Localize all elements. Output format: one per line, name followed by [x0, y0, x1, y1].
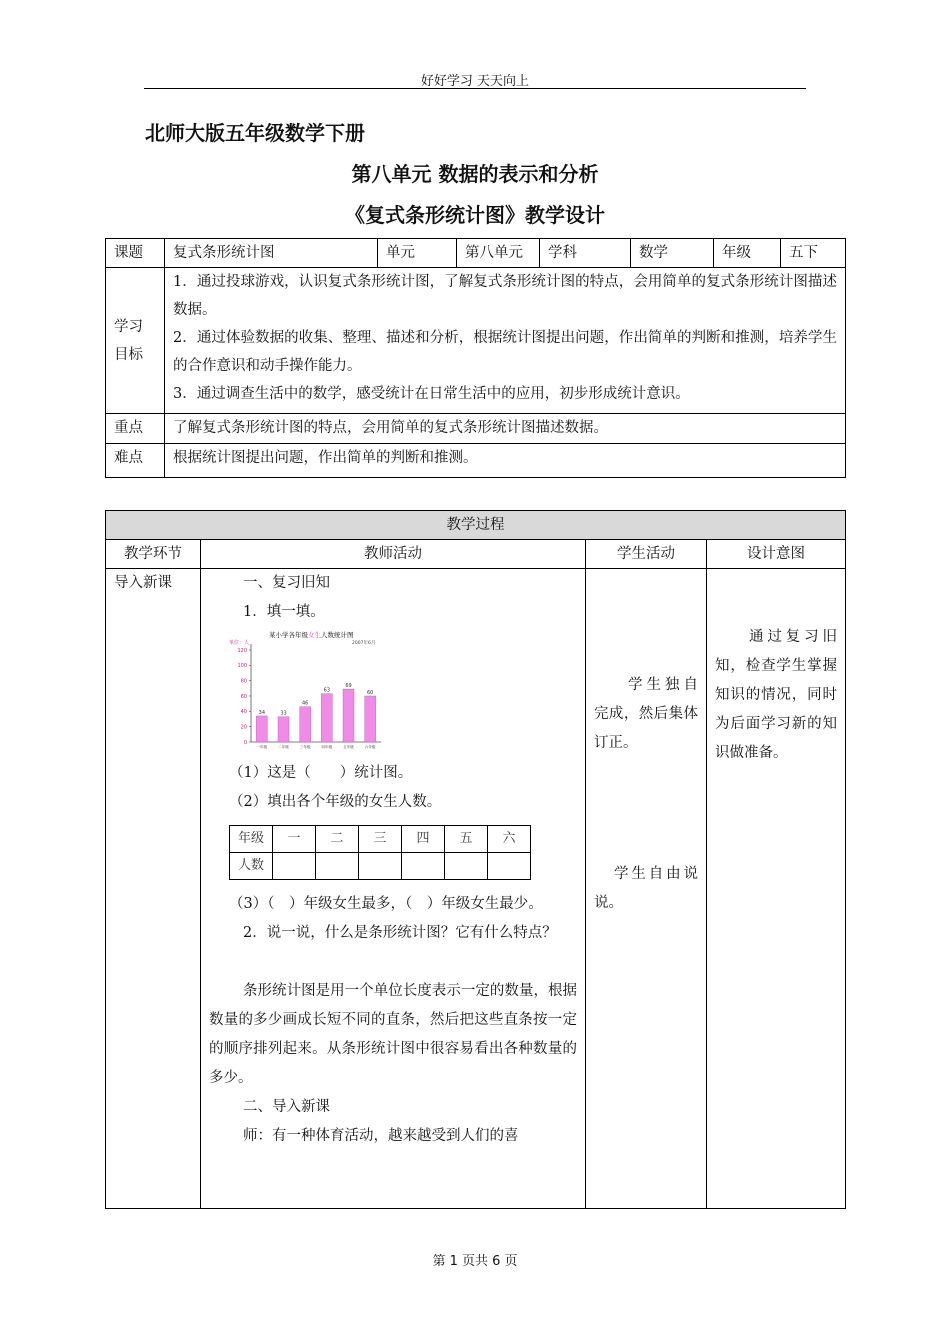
bar-value-label: 60 — [366, 690, 374, 696]
y-tick-label: 80 — [240, 678, 247, 685]
question-3: （3）（ ）年级女生最多，（ ）年级女生最少。 — [229, 896, 543, 912]
y-tick-label: 100 — [237, 663, 247, 670]
fill-task: 1．填一填。 — [243, 604, 325, 620]
fill-table-grade: 六 — [488, 826, 531, 853]
student-activity — [586, 569, 707, 1209]
chart-ylabel: 单位：人 — [229, 640, 250, 646]
bar-value-label: 69 — [345, 683, 352, 690]
bar-chart — [227, 629, 397, 759]
category-label: 五年级 — [343, 745, 354, 749]
chart-date: 2007年6月 — [352, 641, 376, 646]
teacher-line: 师：有一种体育活动，越来越受到人们的喜 — [243, 1128, 519, 1144]
subject-label: 学科 — [540, 239, 631, 268]
bar-value-label: 33 — [280, 710, 287, 717]
bar — [300, 707, 311, 742]
col-intent: 设计意图 — [707, 540, 846, 569]
process-table — [105, 510, 846, 1209]
unit-label: 单元 — [378, 239, 457, 268]
fill-table-count-label: 人数 — [230, 853, 273, 880]
bar-value-label: 34 — [258, 709, 266, 716]
col-teacher: 教师活动 — [201, 540, 586, 569]
process-title: 教学过程 — [106, 511, 846, 540]
fill-table-blank — [445, 853, 488, 880]
question-1: （1）这是（ ）统计图。 — [229, 765, 413, 781]
bar — [256, 716, 267, 742]
page-footer: 第 1 页共 6 页 — [432, 1254, 518, 1269]
design-intent — [707, 569, 846, 1209]
design-title: 《复式条形统计图》教学设计 — [345, 203, 605, 227]
fill-table — [229, 825, 531, 880]
bar — [343, 689, 354, 742]
fill-table-grade: 四 — [402, 826, 445, 853]
goal-2: 2．通过体验数据的收集、整理、描述和分析，根据统计图提出问题，作出简单的判断和推测，培养学生的合作意识和动手操作能力。 — [173, 330, 837, 374]
bar-value-label: 63 — [323, 687, 331, 694]
design-intent-text: 通过复习旧知，检查学生掌握知识的情况，同时为后面学习新的知识做准备。 — [715, 629, 837, 761]
intro-heading: 二、导入新课 — [243, 1099, 330, 1115]
bar-value-label: 46 — [301, 700, 309, 707]
key-label: 重点 — [106, 414, 165, 444]
goals-label-line2: 目标 — [114, 346, 143, 363]
col-student: 学生活动 — [586, 540, 707, 569]
student-activity-1: 学生独自完成，然后集体订正。 — [594, 677, 698, 751]
fill-table-blank — [488, 853, 531, 880]
spacer — [209, 948, 577, 977]
fill-table-grade-label: 年级 — [230, 826, 273, 853]
page-header: 好好学习 天天向上 — [420, 74, 530, 89]
fill-table-blank — [402, 853, 445, 880]
topic-label: 课题 — [106, 239, 165, 268]
topic-value: 复式条形统计图 — [165, 239, 378, 268]
goal-1: 1．通过投球游戏，认识复式条形统计图，了解复式条形统计图的特点，会用简单的复式条形统计图描述数据。 — [173, 274, 837, 318]
subject-value: 数学 — [631, 239, 714, 268]
category-label: 四年级 — [321, 745, 333, 749]
fill-table-blank — [359, 853, 402, 880]
chart-title: 某小学各年级女生人数统计图 — [269, 631, 354, 639]
goals-label-line1: 学习 — [114, 318, 143, 335]
key-value: 了解复式条形统计图的特点，会用简单的复式条形统计图描述数据。 — [165, 414, 846, 444]
grade-value: 五下 — [781, 239, 846, 268]
goals-content — [165, 268, 846, 414]
y-tick-label: 40 — [240, 709, 247, 716]
info-table — [105, 238, 846, 478]
category-label: 一年级 — [256, 745, 268, 749]
y-tick-label: 120 — [237, 647, 247, 654]
difficulty-value: 根据统计图提出问题，作出简单的判断和推测。 — [165, 444, 846, 478]
definition: 条形统计图是用一个单位长度表示一定的数量，根据数量的多少画成长短不同的直条，然后把这些直条按一定的顺序排列起来。从条形统计图中很容易看出各种数量的多少。 — [209, 983, 577, 1086]
stage-cell: 导入新课 — [106, 569, 201, 1209]
bar — [321, 694, 332, 742]
unit-value: 第八单元 — [457, 239, 540, 268]
fill-table-grade: 二 — [316, 826, 359, 853]
y-tick-label: 20 — [240, 724, 247, 731]
goal-3: 3．通过调查生活中的数学，感受统计在日常生活中的应用，初步形成统计意识。 — [173, 386, 690, 402]
bar — [365, 696, 376, 742]
review-heading: 一、复习旧知 — [243, 575, 330, 591]
category-label: 六年级 — [364, 745, 376, 749]
question-2: （2）填出各个年级的女生人数。 — [229, 794, 442, 810]
fill-table-grade: 三 — [359, 826, 402, 853]
student-activity-2: 学生自由说说。 — [594, 866, 698, 911]
col-stage: 教学环节 — [106, 540, 201, 569]
fill-table-blank — [273, 853, 316, 880]
teacher-activity — [201, 569, 586, 1209]
y-tick-label: 60 — [240, 693, 247, 700]
bar — [278, 717, 289, 742]
fill-table-grade: 五 — [445, 826, 488, 853]
difficulty-label: 难点 — [106, 444, 165, 478]
category-label: 三年级 — [299, 745, 311, 749]
category-label: 二年级 — [278, 745, 289, 749]
y-tick-label: 0 — [243, 739, 247, 746]
grade-label: 年级 — [714, 239, 781, 268]
fill-table-blank — [316, 853, 359, 880]
fill-table-grade: 一 — [273, 826, 316, 853]
goals-label — [106, 268, 165, 414]
unit-title: 第八单元 数据的表示和分析 — [351, 162, 599, 186]
header-rule — [144, 88, 806, 89]
say-task: 2．说一说，什么是条形统计图？它有什么特点？ — [243, 925, 557, 941]
book-title: 北师大版五年级数学下册 — [145, 121, 365, 145]
